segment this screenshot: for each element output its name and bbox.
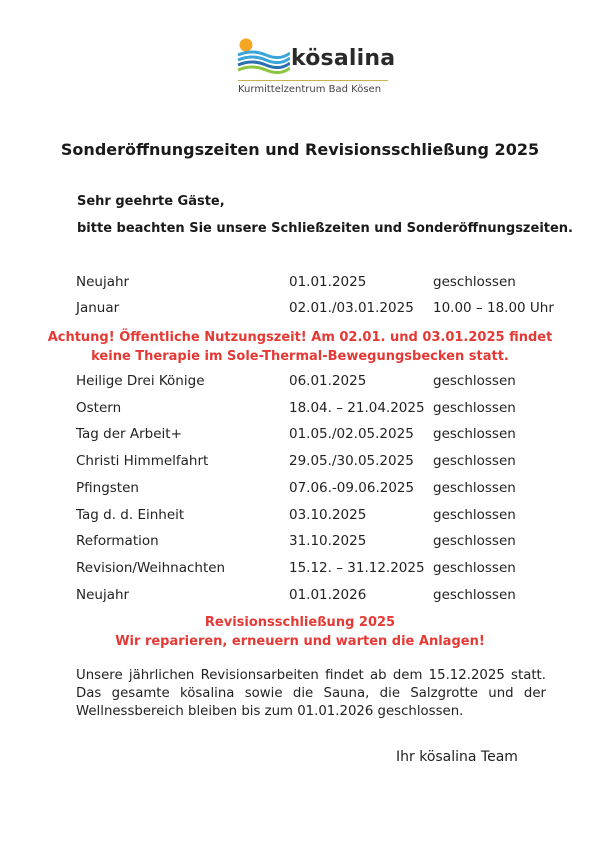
logo-wordmark: kösalina — [291, 46, 396, 71]
schedule-status: geschlossen — [433, 587, 516, 603]
schedule-row — [0, 400, 600, 420]
notice-line-2: keine Therapie im Sole-Thermal-Bewegungsbecken statt. — [91, 349, 509, 364]
schedule-name: Tag der Arbeit+ — [76, 426, 182, 442]
schedule-name: Neujahr — [76, 587, 130, 603]
schedule-name: Christi Himmelfahrt — [76, 453, 209, 469]
schedule-status: geschlossen — [433, 400, 516, 416]
schedule-date: 15.12. – 31.12.2025 — [289, 560, 425, 576]
logo-divider — [238, 80, 388, 81]
schedule-date: 03.10.2025 — [289, 507, 367, 523]
schedule-date: 01.01.2025 — [289, 274, 367, 290]
schedule-date: 29.05./30.05.2025 — [289, 453, 414, 469]
schedule-name: Pfingsten — [76, 480, 139, 496]
schedule-status: geschlossen — [433, 426, 516, 442]
schedule-date: 07.06.-09.06.2025 — [289, 480, 415, 496]
schedule-name: Revision/Weihnachten — [76, 560, 226, 576]
schedule-status: geschlossen — [433, 274, 516, 290]
revision-subheading: Wir reparieren, erneuern und warten die Anlagen! — [115, 634, 485, 649]
schedule-status: geschlossen — [433, 373, 516, 389]
schedule-name: Ostern — [76, 400, 122, 416]
schedule-date: 01.05./02.05.2025 — [289, 426, 414, 442]
schedule-row — [0, 533, 600, 553]
schedule-name: Januar — [76, 300, 120, 316]
schedule-date: 18.04. – 21.04.2025 — [289, 400, 425, 416]
schedule-status: 10.00 – 18.00 Uhr — [433, 300, 554, 316]
logo — [236, 34, 396, 98]
schedule-row — [0, 453, 600, 473]
revision-notice — [0, 613, 600, 651]
schedule-status: geschlossen — [433, 560, 516, 576]
signature: Ihr kösalina Team — [396, 749, 518, 765]
kosalina-logo-icon — [236, 38, 290, 78]
schedule-date: 01.01.2026 — [289, 587, 367, 603]
schedule-date: 31.10.2025 — [289, 533, 367, 549]
logo-subtitle: Kurmittelzentrum Bad Kösen — [238, 84, 382, 95]
schedule-row — [0, 274, 600, 294]
schedule-name: Neujahr — [76, 274, 130, 290]
schedule-name: Reformation — [76, 533, 159, 549]
greeting-line-1: Sehr geehrte Gäste, — [77, 194, 225, 209]
notice-line-1: Achtung! Öffentliche Nutzungszeit! Am 02.01. und 03.01.2025 findet — [47, 330, 553, 345]
schedule-row — [0, 480, 600, 500]
schedule-row — [0, 426, 600, 446]
schedule-status: geschlossen — [433, 480, 516, 496]
schedule-status: geschlossen — [433, 453, 516, 469]
schedule-status: geschlossen — [433, 507, 516, 523]
schedule-date: 06.01.2025 — [289, 373, 367, 389]
schedule-row — [0, 587, 600, 607]
public-usage-notice — [0, 328, 600, 366]
schedule-row — [0, 300, 600, 320]
schedule-row — [0, 507, 600, 527]
revision-heading: Revisionsschließung 2025 — [204, 615, 396, 630]
schedule-status: geschlossen — [433, 533, 516, 549]
schedule-row — [0, 560, 600, 580]
schedule-row — [0, 373, 600, 393]
greeting-line-2: bitte beachten Sie unsere Schließzeiten und Sonderöffnungszeiten. — [77, 221, 573, 236]
revision-paragraph: Unsere jährlichen Revisionsarbeiten findet ab dem 15.12.2025 statt. Das gesamte kösalina sowie die Sauna, die Salzgrotte und der Wellnessbereich bleiben bis zum 01.01.2026 geschlossen. — [76, 668, 546, 719]
schedule-name: Tag d. d. Einheit — [76, 507, 185, 523]
schedule-date: 02.01./03.01.2025 — [289, 300, 414, 316]
schedule-name: Heilige Drei Könige — [76, 373, 205, 389]
page-title: Sonderöffnungszeiten und Revisionsschließung 2025 — [60, 140, 540, 159]
